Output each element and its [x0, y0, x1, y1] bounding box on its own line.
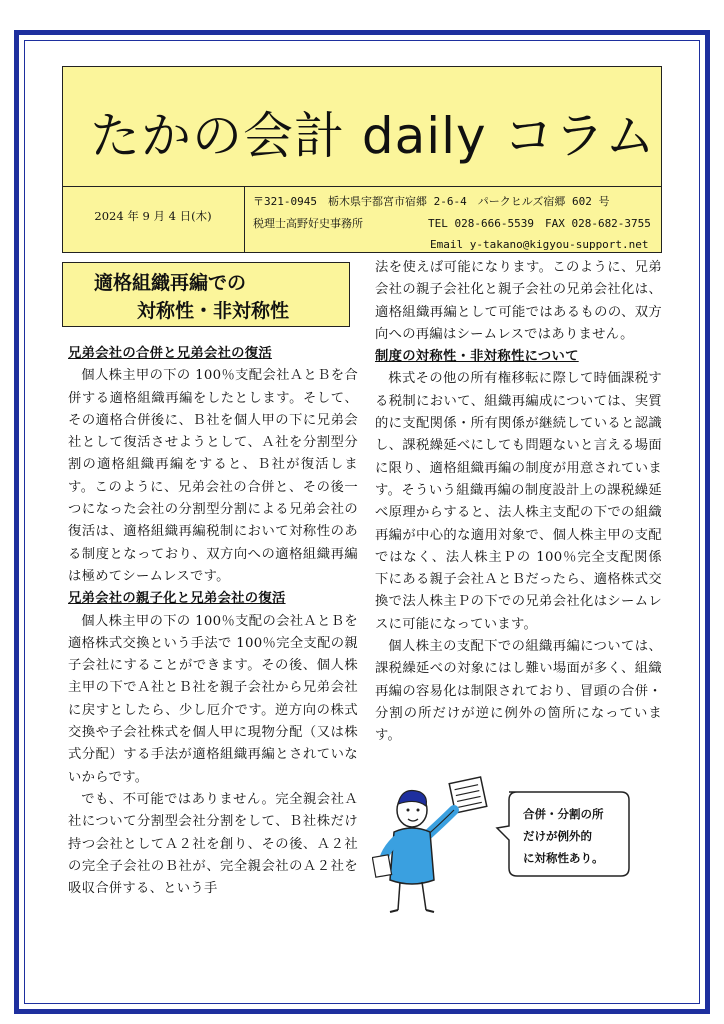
- paragraph: 個人株主の支配下での組織再編については、課税繰延べの対象にはし難い場面が多く、組織再編の容易化は制限されており、冒頭の合併・分割の所だけが逆に例外の箇所になっています。: [375, 639, 662, 744]
- header-divider: [62, 186, 662, 187]
- newsletter-title: たかの会計 daily コラム: [90, 107, 657, 165]
- section-heading: 兄弟会社の合併と兄弟会社の復活: [68, 346, 272, 361]
- bubble-line: 合併・分割の所: [523, 807, 604, 821]
- section-heading: 制度の対称性・非対称性について: [375, 349, 579, 365]
- right-column: [375, 257, 662, 748]
- header-column-divider: [244, 186, 245, 253]
- bubble-line: に対称性あり。: [523, 851, 604, 865]
- speech-bubble-text: [523, 803, 623, 869]
- issue-date: 2024 年 9 月 4 日(木): [94, 209, 212, 223]
- left-column: [68, 343, 358, 900]
- office-email: Email y-takano@kigyou-support.net: [430, 238, 649, 251]
- paragraph: 個人株主甲の下の 100％支配会社ＡとＢを合併する適格組織再編をしたとします。そして、その適格合併後に、Ｂ社を個人甲の下に兄弟会社として復活させようとして、Ａ社を分割型分割の適格組織再編をすると、Ｂ社が復活します。このように、兄弟会社の合併と、その後一つになった会社の分割型分割による兄弟会社の復活は、適格組織再編税制において対称性のある制度となっており、双方向への適格組織再編は極めてシームレスです。: [68, 368, 358, 584]
- paragraph: でも、不可能ではありません。完全親会社Ａ社について分割型会社分割をして、Ｂ社株だけ持つ会社としてＡ２社を創り、その後、Ａ２社の完全子会社のＢ社が、完全親会社のＡ２社を吸収合併する、という手: [68, 791, 358, 897]
- office-address: 〒321-0945 栃木県宇都宮市宿郷 2-6-4 パークヒルズ宿郷 602 号: [253, 195, 610, 208]
- section-heading: 兄弟会社の親子化と兄弟会社の復活: [68, 591, 286, 607]
- paragraph: 法を使えば可能になります。このように、兄弟会社の親子会社化と親子会社の兄弟会社化は、適格組織再編として可能ではあるものの、双方向への再編はシームレスではありません。: [375, 260, 662, 342]
- headline-line-1: 適格組織再編での: [94, 272, 247, 294]
- office-tel-fax: TEL 028-666-5539 FAX 028-682-3755: [428, 217, 651, 230]
- headline-line-2: 対称性・非対称性: [137, 300, 290, 322]
- paragraph: 個人株主甲の下の 100％支配の会社ＡとＢを適格株式交換という手法で 100％完全支配の親子会社にすることができます。その後、個人株主甲の下でＡ社とＢ社を親子会社から兄弟会社に戻すとしたら、少し厄介です。逆方向の株式交換や子会社株式を個人甲に現物分配（又は株式分配）する手法が適格組織再編とされていないからです。: [68, 613, 358, 785]
- bubble-line: だけが例外的: [523, 829, 592, 843]
- office-name: 税理士高野好史事務所: [253, 217, 363, 230]
- paragraph: 株式その他の所有権移転に際して時価課税する税制において、組織再編成については、実質的に支配関係・所有関係が継続していると認識し、課税繰延べにしても問題ないと言える場面に限り、適格組織再編の制度が用意されています。そういう組織再編の制度設計上の課税繰延べ原理からすると、法人株主支配の下での組織再編が中心的な適用対象で、個人株主甲の支配ではなく、法人株主Ｐの 100％完全支配関係下にある親子会社ＡとＢだったら、適格株式交換で法人株主Ｐの下での兄弟会社化はシームレスに可能になっています。: [375, 371, 662, 632]
